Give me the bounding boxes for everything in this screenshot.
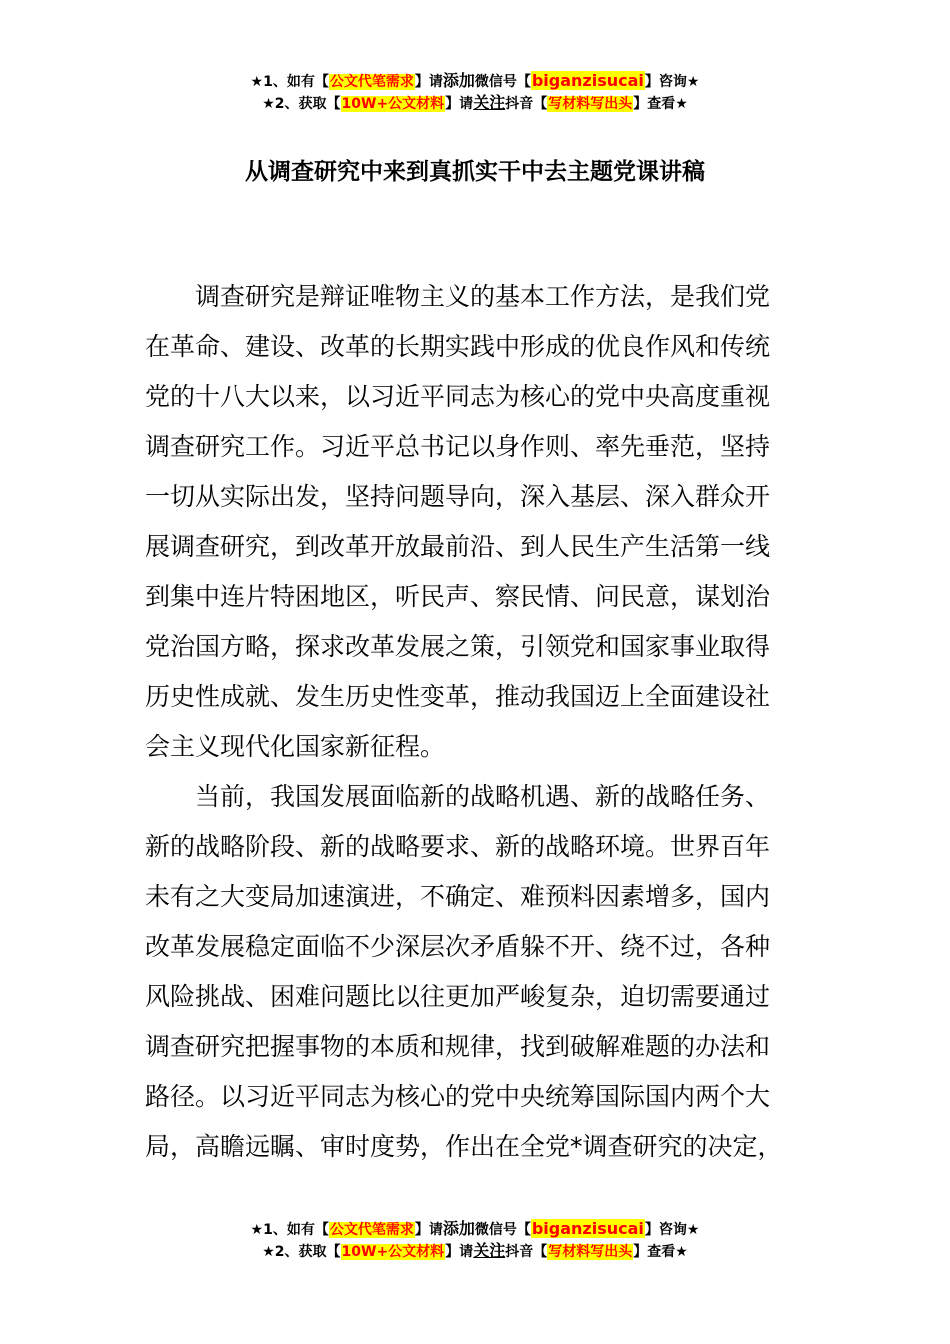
banner-highlight: 公文代笔需求 bbox=[329, 1222, 414, 1238]
paragraph-1-line: 调查研究是辩证唯物主义的基本工作方法，是我们党 bbox=[195, 282, 771, 311]
banner-text: 】请 bbox=[445, 96, 474, 112]
banner-emphasis: 关注 bbox=[473, 1241, 506, 1260]
banner-text: 】请 bbox=[414, 1222, 443, 1238]
banner-text: 】请 bbox=[414, 74, 443, 90]
paragraph-1-line: 展调查研究，到改革开放最前沿、到人民生产生活第一线 bbox=[145, 532, 771, 561]
paragraph-1-line: 党治国方略，探求改革发展之策，引领党和国家事业取得 bbox=[145, 632, 771, 661]
paragraph-1-line: 会主义现代化国家新征程。 bbox=[145, 732, 446, 761]
paragraph-1-line: 调查研究工作。习近平总书记以身作则、率先垂范，坚持 bbox=[145, 432, 771, 461]
banner-highlight: 10W+公文材料 bbox=[341, 1244, 445, 1260]
banner-highlight: 10W+公文材料 bbox=[341, 96, 445, 112]
footer-banner bbox=[0, 1218, 950, 1262]
banner-highlight-douyin: 写材料写出头 bbox=[548, 1244, 633, 1260]
banner-line-1 bbox=[0, 1218, 950, 1240]
banner-text: ★2、获取【 bbox=[262, 1244, 341, 1260]
banner-text: 微信号【 bbox=[474, 1222, 531, 1238]
banner-text: 】咨询★ bbox=[644, 1222, 700, 1238]
banner-highlight-douyin: 写材料写出头 bbox=[548, 96, 633, 112]
banner-emphasis: 添加 bbox=[442, 1219, 475, 1238]
banner-line-2 bbox=[0, 1240, 950, 1262]
header-banner bbox=[0, 70, 950, 114]
paragraph-1-line: 到集中连片特困地区，听民声、察民情、问民意，谋划治 bbox=[145, 582, 771, 611]
banner-text: 】请 bbox=[445, 1244, 474, 1260]
paragraph-2-line: 局，高瞻远瞩、审时度势，作出在全党*调查研究的决定， bbox=[145, 1132, 783, 1161]
banner-emphasis: 添加 bbox=[442, 71, 475, 90]
paragraph-1-line: 在革命、建设、改革的长期实践中形成的优良作风和传统 bbox=[145, 332, 771, 361]
banner-highlight: 公文代笔需求 bbox=[329, 74, 414, 90]
banner-text: 抖音【 bbox=[505, 96, 548, 112]
document-body bbox=[145, 272, 809, 1172]
banner-highlight-wechat: biganzisucai bbox=[531, 71, 644, 90]
paragraph-1-line: 党的十八大以来，以习近平同志为核心的党中央高度重视 bbox=[145, 382, 771, 411]
banner-text: 微信号【 bbox=[474, 74, 531, 90]
banner-text: ★1、如有【 bbox=[250, 74, 329, 90]
banner-text: 】查看★ bbox=[633, 1244, 688, 1260]
paragraph-2-line: 未有之大变局加速演进，不确定、难预料因素增多，国内 bbox=[145, 882, 771, 911]
document-title: 从调查研究中来到真抓实干中去主题党课讲稿 bbox=[245, 159, 705, 185]
paragraph-1-line: 历史性成就、发生历史性变革，推动我国迈上全面建设社 bbox=[145, 682, 771, 711]
banner-line-1 bbox=[0, 70, 950, 92]
banner-emphasis: 关注 bbox=[473, 93, 506, 112]
banner-highlight-wechat: biganzisucai bbox=[531, 1219, 644, 1238]
paragraph-2-line: 改革发展稳定面临不少深层次矛盾躲不开、绕不过，各种 bbox=[145, 932, 771, 961]
paragraph-1-line: 一切从实际出发，坚持问题导向，深入基层、深入群众开 bbox=[145, 482, 771, 511]
banner-text: ★1、如有【 bbox=[250, 1222, 329, 1238]
banner-text: 抖音【 bbox=[505, 1244, 548, 1260]
banner-line-2 bbox=[0, 92, 950, 114]
banner-text: ★2、获取【 bbox=[262, 96, 341, 112]
banner-text: 】查看★ bbox=[633, 96, 688, 112]
paragraph-2-line: 新的战略阶段、新的战略要求、新的战略环境。世界百年 bbox=[145, 832, 771, 861]
paragraph-2-line: 风险挑战、困难问题比以往更加严峻复杂，迫切需要通过 bbox=[145, 982, 771, 1011]
paragraph-2-line: 当前，我国发展面临新的战略机遇、新的战略任务、 bbox=[195, 782, 771, 811]
paragraph-2-line: 调查研究把握事物的本质和规律，找到破解难题的办法和 bbox=[145, 1032, 771, 1061]
banner-text: 】咨询★ bbox=[644, 74, 700, 90]
paragraph-2-line: 路径。以习近平同志为核心的党中央统筹国际国内两个大 bbox=[145, 1082, 771, 1111]
